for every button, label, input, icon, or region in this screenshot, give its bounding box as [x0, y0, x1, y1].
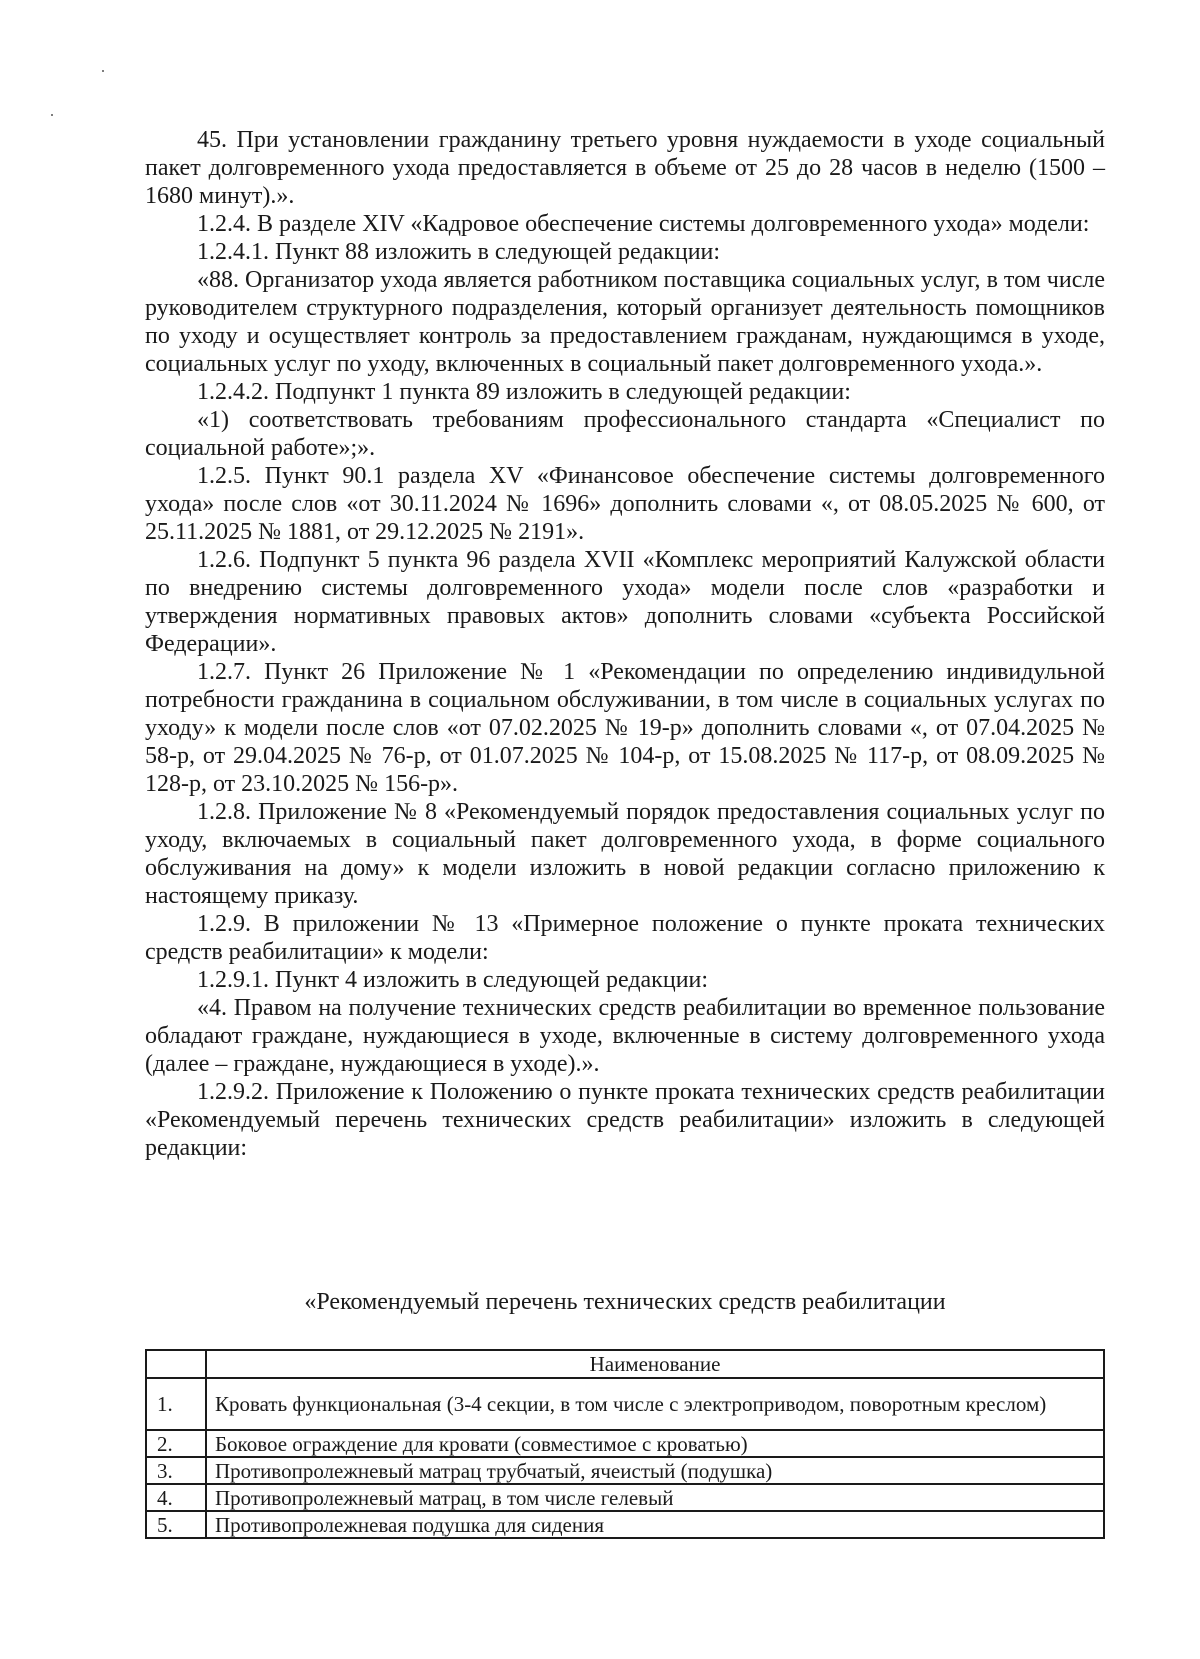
- table-row: [146, 1430, 1104, 1457]
- paragraph-1-2-7: 1.2.7. Пункт 26 Приложение № 1 «Рекомендации по определению индивидульной потребности гражданина в социальном обслуживании, в том числе в социальных услугах по уходу» к модели после слов «от 07.02.2025 № 19-р» дополнить словами «, от 07.04.2025 № 58-р, от 29.04.2025 № 76-р, от 01.07.2025 № 104-р, от 15.08.2025 № 117-р, от 08.09.2025 № 128-р, от 23.10.2025 № 156-р».: [145, 659, 1105, 797]
- row-name: Противопролежневая подушка для сидения: [206, 1511, 1104, 1538]
- table-row: [146, 1484, 1104, 1511]
- document-body: [145, 126, 1105, 1162]
- row-name: Кровать функциональная (3-4 секции, в том числе с электроприводом, поворотным креслом): [206, 1378, 1104, 1430]
- table-header-row: [146, 1350, 1104, 1378]
- paragraph-1-2-4: 1.2.4. В разделе XIV «Кадровое обеспечение системы долговременного ухода» модели:: [197, 211, 1090, 237]
- paragraph-1-2-9-2: 1.2.9.2. Приложение к Положению о пункте проката технических средств реабилитации «Рекомендуемый перечень технических средств реабилитации» изложить в следующей редакции:: [145, 1079, 1105, 1161]
- scan-speck: [102, 70, 104, 72]
- scan-speck: [51, 114, 53, 116]
- paragraph-1-2-9-1: 1.2.9.1. Пункт 4 изложить в следующей редакции:: [197, 967, 709, 993]
- row-number: 2.: [146, 1430, 206, 1457]
- table-row: [146, 1457, 1104, 1484]
- paragraph-88: «88. Организатор ухода является работником поставщика социальных услуг, в том числе руководителем структурного подразделения, который организует деятельность помощников по уходу и осуществляет контроль за предоставлением гражданам, нуждающимся в уходе, социальных услуг по уходу, включенных в социальный пакет долговременного ухода.».: [145, 267, 1105, 377]
- row-number: 3.: [146, 1457, 206, 1484]
- row-number: 5.: [146, 1511, 206, 1538]
- header-number-cell: [146, 1350, 206, 1378]
- paragraph-89-1: «1) соответствовать требованиям профессионального стандарта «Специалист по социальной работе»;».: [145, 407, 1105, 461]
- row-number: 1.: [146, 1378, 206, 1430]
- paragraph-point-4: «4. Правом на получение технических средств реабилитации во временное пользование обладают граждане, нуждающиеся в уходе, включенные в систему долговременного ухода (далее – граждане, нуждающиеся в уходе).».: [145, 995, 1105, 1077]
- table-row: [146, 1511, 1104, 1538]
- table-title: «Рекомендуемый перечень технических средств реабилитации: [304, 1289, 946, 1315]
- paragraph-1-2-8: 1.2.8. Приложение № 8 «Рекомендуемый порядок предоставления социальных услуг по уходу, включаемых в социальный пакет долговременного ухода, в форме социального обслуживания на дому» к модели изложить в новой редакции согласно приложению к настоящему приказу.: [145, 799, 1105, 909]
- table-row: [146, 1378, 1104, 1430]
- header-name-cell: Наименование: [206, 1350, 1104, 1378]
- paragraph-1-2-4-2: 1.2.4.2. Подпункт 1 пункта 89 изложить в следующей редакции:: [197, 379, 851, 405]
- row-name: Противопролежневый матрац трубчатый, ячеистый (подушка): [206, 1457, 1104, 1484]
- paragraph-45: 45. При установлении гражданину третьего уровня нуждаемости в уходе социальный пакет долговременного ухода предоставляется в объеме от 25 до 28 часов в неделю (1500 – 1680 минут).».: [145, 127, 1105, 209]
- paragraph-1-2-6: 1.2.6. Подпункт 5 пункта 96 раздела XVII «Комплекс мероприятий Калужской области по внедрению системы долговременного ухода» модели после слов «разработки и утверждения нормативных правовых актов» дополнить словами «субъекта Российской Федерации».: [145, 547, 1105, 657]
- paragraph-1-2-5: 1.2.5. Пункт 90.1 раздела XV «Финансовое обеспечение системы долговременного ухода» после слов «от 30.11.2024 № 1696» дополнить словами «, от 08.05.2025 № 600, от 25.11.2025 № 1881, от 29.12.2025 № 2191».: [145, 463, 1105, 545]
- row-name: Противопролежневый матрац, в том числе гелевый: [206, 1484, 1104, 1511]
- row-name: Боковое ограждение для кровати (совместимое с кроватью): [206, 1430, 1104, 1457]
- rehab-equipment-table: [145, 1349, 1105, 1539]
- paragraph-1-2-4-1: 1.2.4.1. Пункт 88 изложить в следующей редакции:: [197, 239, 721, 265]
- paragraph-1-2-9: 1.2.9. В приложении № 13 «Примерное положение о пункте проката технических средств реабилитации» к модели:: [145, 911, 1105, 965]
- row-number: 4.: [146, 1484, 206, 1511]
